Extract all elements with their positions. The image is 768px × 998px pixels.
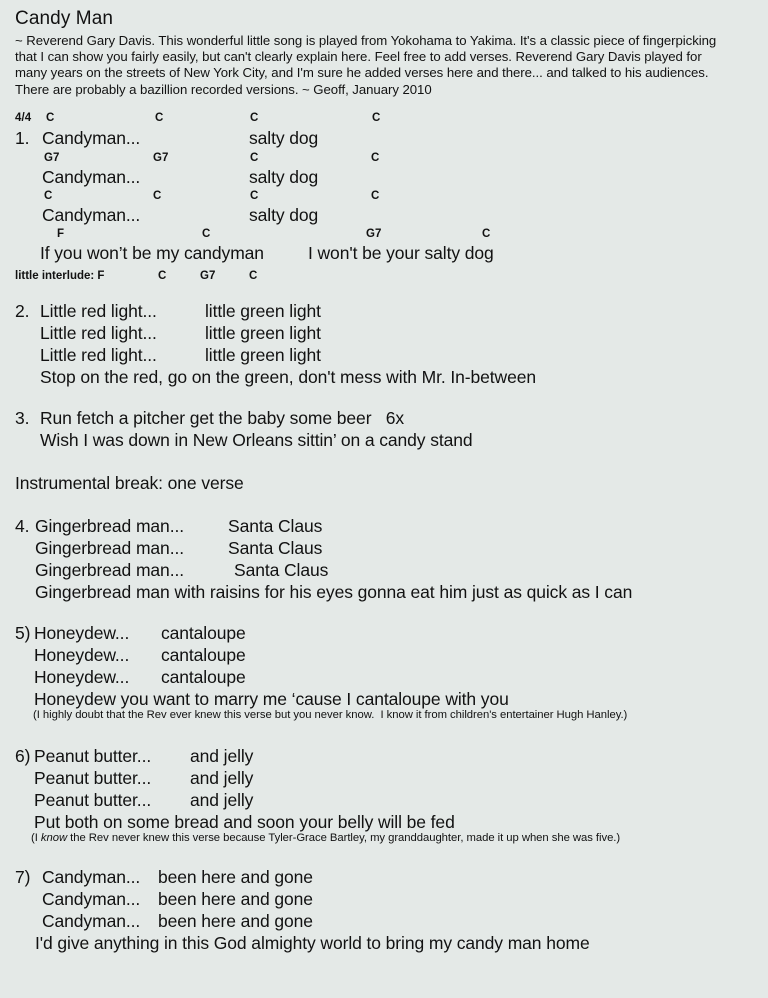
verse-number: 6) [15,746,31,766]
time-signature: 4/4 [15,112,32,124]
lyric-b: salty dog [249,167,319,187]
lyric-row [0,559,768,581]
lyric-row [0,344,768,366]
lyric-a: Peanut butter... [34,790,152,810]
chord-row-1 [0,110,768,127]
lyric-row [0,537,768,559]
lyric-a: Gingerbread man... [35,516,184,536]
verse-5 [0,622,768,710]
lyric-b: little green light [205,301,321,321]
verse-1 [0,110,768,264]
chord: C [158,270,167,282]
lyric-b: been here and gone [158,889,313,909]
chord: C [153,190,162,202]
chord: F [57,228,65,240]
verse-7 [0,866,768,954]
chord: C [155,112,164,124]
lyric-a: Honeydew... [34,667,130,687]
lyric-b: Wish I was down in New Orleans sittin’ on a candy stand [40,430,473,450]
lyric-a: Little red light... [40,301,157,321]
chord-row-4 [0,226,768,242]
lyric-a: Put both on some bread and soon your belly will be fed [34,812,455,832]
lyric-row [0,622,768,644]
lyric-row-4 [0,242,768,264]
lyric-a: Little red light... [40,345,157,365]
interlude-label: little interlude: F [15,270,105,282]
lyric-row [0,515,768,537]
chord: C [202,228,211,240]
lyric-a: Honeydew you want to marry me ‘cause I cantaloupe with you [34,689,509,709]
lyric-row-last [0,688,768,710]
verse-4 [0,515,768,603]
lyric-row [0,789,768,811]
verse-5-note: (I highly doubt that the Rev ever knew this verse but you never know. I know it from children's entertainer Hugh Hanley.) [33,709,628,721]
instrumental-break: Instrumental break: one verse [15,473,244,493]
lyric-a: Peanut butter... [34,768,152,788]
lyric-b: cantaloupe [161,645,246,665]
verse-6 [0,745,768,833]
verse-number: 5) [15,623,31,643]
lyric-b: salty dog [249,205,319,225]
note-suffix: the Rev never knew this verse because Tyler-Grace Bartley, my granddaughter, made it up when she was five.) [67,832,621,844]
lyric-b: salty dog [249,128,319,148]
lyric-b: cantaloupe [161,623,246,643]
chord-row-3 [0,188,768,204]
lyric-row-1 [0,127,768,150]
lyric-b: Santa Claus [228,516,323,536]
chord: G7 [44,152,60,164]
lyric-b: cantaloupe [161,667,246,687]
chord: C [372,112,381,124]
lyric-row-2 [0,166,768,188]
lyric-row-3 [0,204,768,226]
intro-line-4: There are probably a bazillion recorded versions. ~ Geoff, January 2010 [15,81,432,97]
chord: C [44,190,53,202]
intro-line-3: many years on the streets of New York City, and I'm sure he added verses here and there... and talked to his audiences. [15,65,709,81]
chord: C [482,228,491,240]
lyric-row-last [0,366,768,388]
chord: C [46,112,55,124]
page-title: Candy Man [15,8,114,29]
verse-2 [0,300,768,388]
lyric-a: Little red light... [40,323,157,343]
chord: C [250,190,259,202]
lyric-a: Gingerbread man with raisins for his eyes gonna eat him just as quick as I can [35,582,633,602]
note-emphasis: know [40,832,68,844]
verse-6-note [31,831,620,845]
lyric-a: Candyman... [42,867,141,887]
verse-number: 1. [15,128,30,148]
chord: C [249,270,258,282]
lyric-a: Candyman... [42,911,141,931]
lyric-a: Honeydew... [34,645,130,665]
chord: C [371,152,380,164]
lyric-row [0,429,768,451]
intro-line-2: that I can show you fairly easily, but can't clearly explain here. Feel free to add verses. Reverend Gary Davis played for [15,49,702,65]
intro-line-1: ~ Reverend Gary Davis. This wonderful little song is played from Yokohama to Yakima. It's a classic piece of fingerpicking [15,33,717,48]
chord-row-2 [0,150,768,166]
lyric-a: Peanut butter... [34,746,152,766]
chord: C [250,152,259,164]
lyric-b: and jelly [190,746,254,766]
lyric-a: Run fetch a pitcher get the baby some beer 6x [40,408,404,428]
lyric-a: Gingerbread man... [35,538,184,558]
lyric-b: and jelly [190,790,254,810]
lyric-a: I'd give anything in this God almighty world to bring my candy man home [35,933,590,953]
lyric-row [0,407,768,429]
lyric-a: Honeydew... [34,623,130,643]
lyric-a: Candyman... [42,889,141,909]
lyric-row-last [0,811,768,833]
lyric-row [0,910,768,932]
chord: C [250,112,259,124]
intro-paragraph [15,33,753,98]
chord: G7 [366,228,382,240]
lyric-row [0,666,768,688]
lyric-b: and jelly [190,768,254,788]
lyric-a: Candyman... [42,205,141,225]
lyric-row [0,767,768,789]
chord: C [371,190,380,202]
little-interlude [15,268,415,284]
lyric-row [0,745,768,767]
lyric-b: little green light [205,345,321,365]
lyric-row [0,866,768,888]
lyric-a: Candyman... [42,128,141,148]
note-prefix: (I [31,832,41,844]
lyric-a: Candyman... [42,167,141,187]
verse-number: 3. [15,408,30,428]
verse-number: 7) [15,867,31,887]
lyric-row [0,300,768,322]
lyric-row [0,644,768,666]
verse-number: 2. [15,301,30,321]
verse-3 [0,407,768,451]
lyric-b: little green light [205,323,321,343]
lyric-b: been here and gone [158,911,313,931]
lyric-a: If you won’t be my candyman [40,243,264,263]
lyric-b: Santa Claus [234,560,329,580]
chord: G7 [153,152,169,164]
lyric-a: Stop on the red, go on the green, don't mess with Mr. In-between [40,367,536,387]
lyric-row [0,888,768,910]
lyric-row-last [0,932,768,954]
lyric-b: been here and gone [158,867,313,887]
lyric-row-last [0,581,768,603]
lyric-b: I won't be your salty dog [308,243,494,263]
verse-number: 4. [15,516,30,536]
lyric-a: Gingerbread man... [35,560,184,580]
lyric-row [0,322,768,344]
lyric-b: Santa Claus [228,538,323,558]
chord: G7 [200,270,216,282]
